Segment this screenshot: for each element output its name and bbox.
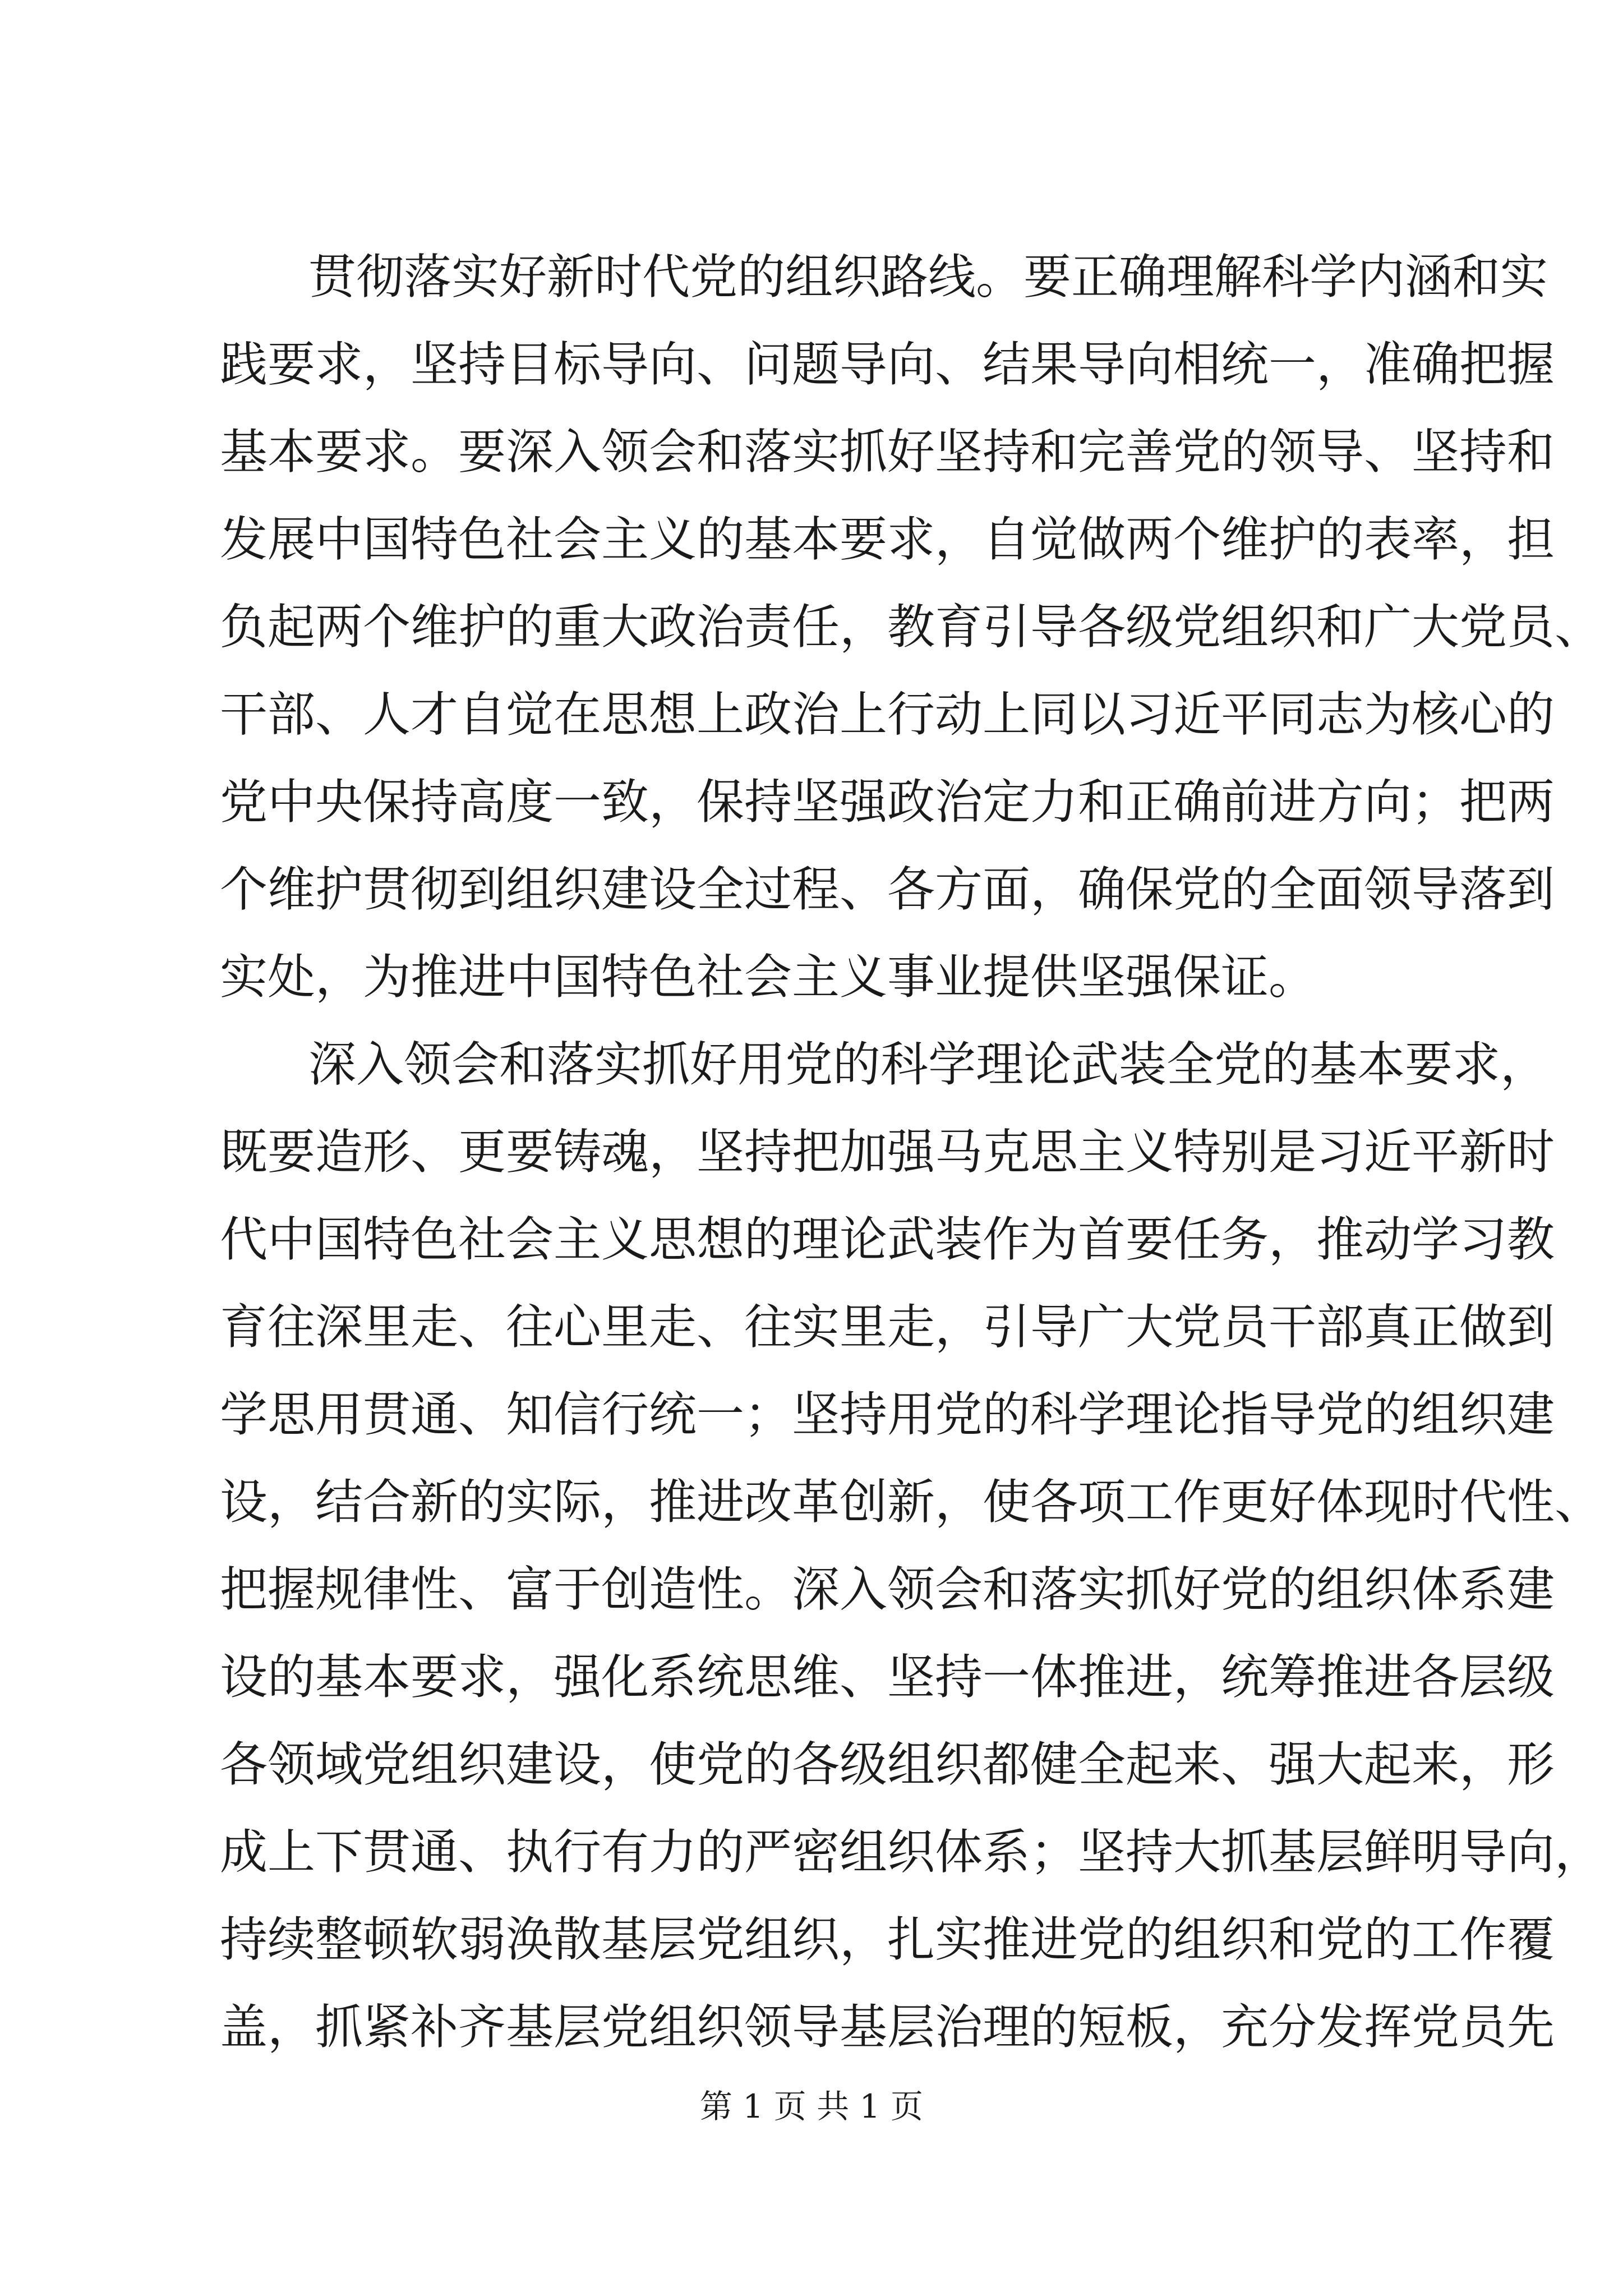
paragraph-2-line-1: 深入领会和落实抓好用党的科学理论武装全党的基本要求， [308,1037,1548,1093]
paragraph-2-line-6: 设，结合新的实际，推进改革创新，使各项工作更好体现时代性、 [220,1475,1603,1530]
paragraph-1-line-9: 实处，为推进中国特色社会主义事业提供坚强保证。 [220,950,1317,1005]
paragraph-1-line-1: 贯彻落实好新时代党的组织路线。要正确理解科学内涵和实 [308,250,1548,305]
paragraph-1-line-7: 党中央保持高度一致，保持坚强政治定力和正确前进方向；把两 [220,775,1555,830]
paragraph-2-line-9: 各领域党组织建设，使党的各级组织都健全起来、强大起来，形 [220,1737,1555,1793]
paragraph-2-line-2: 既要造形、更要铸魂，坚持把加强马克思主义特别是习近平新时 [220,1125,1555,1180]
paragraph-2-line-12: 盖，抓紧补齐基层党组织领导基层治理的短板，充分发挥党员先 [220,2000,1555,2055]
paragraph-2-line-5: 学思用贯通、知信行统一；坚持用党的科学理论指导党的组织建 [220,1387,1555,1443]
paragraph-1-line-6: 干部、人才自觉在思想上政治上行动上同以习近平同志为核心的 [220,687,1555,743]
paragraph-1-line-2: 践要求，坚持目标导向、问题导向、结果导向相统一，准确把握 [220,337,1555,393]
paragraph-1-line-8: 个维护贯彻到组织建设全过程、各方面，确保党的全面领导落到 [220,862,1555,918]
paragraph-2-line-8: 设的基本要求，强化系统思维、坚持一体推进，统筹推进各层级 [220,1650,1555,1705]
paragraph-1-line-4: 发展中国特色社会主义的基本要求，自觉做两个维护的表率，担 [220,512,1555,568]
paragraph-2-line-10: 成上下贯通、执行有力的严密组织体系；坚持大抓基层鲜明导向， [220,1825,1603,1880]
paragraph-1-line-5: 负起两个维护的重大政治责任，教育引导各级党组织和广大党员、 [220,600,1603,655]
paragraph-2-line-11: 持续整顿软弱涣散基层党组织，扎实推进党的组织和党的工作覆 [220,1912,1555,1968]
paragraph-1-line-3: 基本要求。要深入领会和落实抓好坚持和完善党的领导、坚持和 [220,425,1555,480]
paragraph-2-line-7: 把握规律性、富于创造性。深入领会和落实抓好党的组织体系建 [220,1562,1555,1618]
paragraph-2-line-3: 代中国特色社会主义思想的理论武装作为首要任务，推动学习教 [220,1212,1555,1268]
paragraph-2-line-4: 育往深里走、往心里走、往实里走，引导广大党员干部真正做到 [220,1300,1555,1355]
page-footer: 第 1 页 共 1 页 [700,2087,923,2125]
